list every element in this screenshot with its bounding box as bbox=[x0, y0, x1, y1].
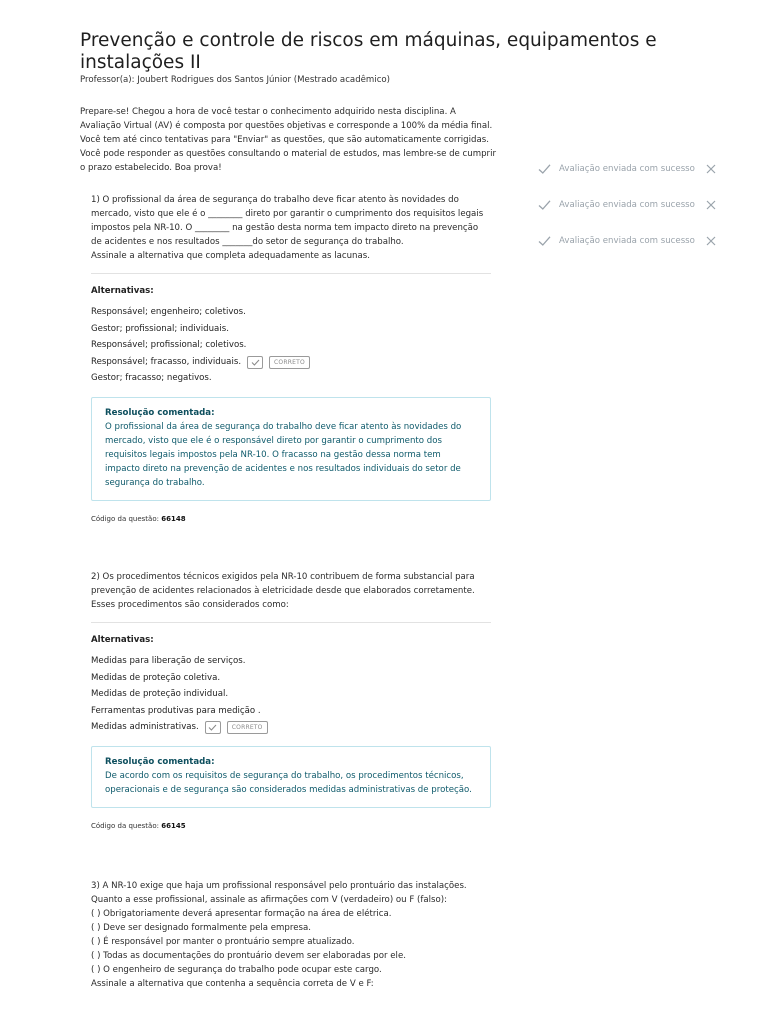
question-line: prevenção de acidentes relacionados à eletricidade desde que elaborados corretamente. bbox=[91, 586, 475, 596]
resolution-title: Resolução comentada: bbox=[105, 756, 215, 767]
question-text bbox=[91, 879, 491, 991]
alternative-option[interactable] bbox=[91, 686, 491, 703]
question-line: ( ) O engenheiro de segurança do trabalho pode ocupar este cargo. bbox=[91, 965, 382, 975]
alternative-label: Responsável; engenheiro; coletivos. bbox=[91, 307, 246, 317]
question-code-label: Código da questão: bbox=[91, 514, 159, 523]
alternative-option[interactable] bbox=[91, 703, 491, 720]
close-icon[interactable] bbox=[706, 236, 716, 246]
question-text bbox=[91, 193, 491, 263]
close-icon[interactable] bbox=[706, 200, 716, 210]
intro-line: Você tem até cinco tentativas para "Enviar" as questões, que são automaticamente corrigidas. bbox=[80, 135, 489, 145]
question-code-label: Código da questão: bbox=[91, 821, 159, 830]
resolution-line: requisitos legais impostos pela NR-10. O fracasso na gestão dessa norma tem bbox=[105, 449, 441, 460]
question-line: ( ) É responsável por manter o prontuário sempre atualizado. bbox=[91, 937, 355, 947]
question-line: Esses procedimentos são considerados como: bbox=[91, 600, 289, 610]
alternative-label: Responsável; profissional; coletivos. bbox=[91, 340, 247, 351]
check-icon bbox=[538, 235, 551, 247]
question-line: 1) O profissional da área de segurança do trabalho deve ficar atento às novidades do bbox=[91, 195, 459, 205]
alternative-label: Medidas de proteção coletiva. bbox=[91, 672, 221, 683]
question-1 bbox=[91, 193, 491, 523]
question-code-value: 66148 bbox=[161, 514, 186, 523]
question-line: 2) Os procedimentos técnicos exigidos pela NR-10 contribuem de forma substancial para bbox=[91, 572, 475, 582]
status-notification bbox=[538, 232, 728, 268]
alternative-option-selected[interactable] bbox=[91, 354, 491, 371]
question-code bbox=[91, 515, 491, 523]
status-text: Avaliação enviada com sucesso bbox=[559, 236, 695, 246]
question-code-value: 66145 bbox=[161, 821, 186, 830]
correct-badge: CORRETO bbox=[269, 356, 310, 369]
resolution-line: segurança do trabalho. bbox=[105, 477, 205, 488]
check-icon bbox=[205, 721, 221, 734]
divider bbox=[91, 622, 491, 623]
alternative-label: Medidas administrativas. bbox=[91, 722, 199, 733]
close-icon[interactable] bbox=[706, 164, 716, 174]
alternative-label: Ferramentas produtivas para medição . bbox=[91, 705, 261, 716]
page-title: Prevenção e controle de riscos em máquinas, equipamentos e instalações II bbox=[80, 30, 657, 73]
divider bbox=[91, 273, 491, 274]
resolution-box bbox=[91, 397, 491, 501]
alternative-label: Medidas para liberação de serviços. bbox=[91, 656, 246, 666]
alternatives-heading: Alternativas: bbox=[91, 635, 154, 645]
intro-line: Avaliação Virtual (AV) é composta por questões objetivas e corresponde a 100% da média final. bbox=[80, 121, 493, 131]
intro-line: o prazo estabelecido. Boa prova! bbox=[80, 163, 222, 173]
question-line: Assinale a alternativa que contenha a sequência correta de V e F: bbox=[91, 979, 374, 989]
resolution-title: Resolução comentada: bbox=[105, 407, 215, 418]
check-icon bbox=[538, 199, 551, 211]
alternative-option[interactable] bbox=[91, 304, 491, 321]
intro-line: Prepare-se! Chegou a hora de você testar o conhecimento adquirido nesta disciplina. A bbox=[80, 107, 456, 117]
resolution-line: mercado, visto que ele é o responsável direto por garantir o cumprimento dos bbox=[105, 435, 442, 446]
status-notification bbox=[538, 196, 728, 232]
intro-text bbox=[80, 105, 505, 175]
alternative-option[interactable] bbox=[91, 370, 491, 387]
alternatives-heading: Alternativas: bbox=[91, 286, 154, 296]
question-code bbox=[91, 822, 491, 830]
question-line: impostos pela NR-10. O ________ na gestão desta norma tem impacto direto na prevenção bbox=[91, 223, 479, 233]
alternative-option[interactable] bbox=[91, 670, 491, 687]
resolution-line: operacionais e de segurança são considerados medidas administrativas de proteção. bbox=[105, 784, 472, 795]
resolution-line: impacto direto na prevenção de acidentes e nos resultados individuais do setor de bbox=[105, 463, 461, 474]
status-notifications bbox=[538, 160, 728, 268]
question-2 bbox=[91, 570, 491, 830]
check-icon bbox=[247, 356, 263, 369]
question-line: de acidentes e nos resultados _______do setor de segurança do trabalho. bbox=[91, 237, 404, 247]
status-text: Avaliação enviada com sucesso bbox=[559, 200, 695, 210]
question-line: ( ) Deve ser designado formalmente pela empresa. bbox=[91, 923, 311, 933]
status-notification bbox=[538, 160, 728, 196]
question-text bbox=[91, 570, 491, 612]
alternative-label: Medidas de proteção individual. bbox=[91, 689, 229, 700]
resolution-box bbox=[91, 746, 491, 808]
alternative-label: Gestor; fracasso; negativos. bbox=[91, 373, 212, 384]
question-line: ( ) Obrigatoriamente deverá apresentar formação na área de elétrica. bbox=[91, 909, 392, 919]
alternative-option[interactable] bbox=[91, 653, 491, 670]
alternatives-list bbox=[91, 304, 491, 387]
alternative-label: Gestor; profissional; individuais. bbox=[91, 323, 229, 334]
alternative-option-selected[interactable] bbox=[91, 719, 491, 736]
alternative-option[interactable] bbox=[91, 321, 491, 338]
check-icon bbox=[538, 163, 551, 175]
alternative-option[interactable] bbox=[91, 337, 491, 354]
resolution-line: De acordo com os requisitos de segurança do trabalho, os procedimentos técnicos, bbox=[105, 770, 464, 781]
professor-name: Professor(a): Joubert Rodrigues dos Santos Júnior (Mestrado acadêmico) bbox=[80, 75, 391, 85]
intro-line: Você pode responder as questões consultando o material de estudos, mas lembre-se de cumprir bbox=[80, 149, 497, 159]
question-line: 3) A NR-10 exige que haja um profissional responsável pelo prontuário das instalações. bbox=[91, 881, 467, 891]
alternative-label: Responsável; fracasso, individuais. bbox=[91, 356, 242, 367]
status-text: Avaliação enviada com sucesso bbox=[559, 164, 695, 174]
question-line: mercado, visto que ele é o ________ direto por garantir o cumprimento dos requisitos legais bbox=[91, 209, 484, 219]
correct-badge: CORRETO bbox=[227, 721, 268, 734]
resolution-line: O profissional da área de segurança do trabalho deve ficar atento às novidades do bbox=[105, 421, 462, 432]
question-line: ( ) Todas as documentações do prontuário devem ser elaboradas por ele. bbox=[91, 951, 406, 961]
alternatives-list bbox=[91, 653, 491, 736]
question-3 bbox=[91, 879, 491, 991]
question-line: Quanto a esse profissional, assinale as afirmações com V (verdadeiro) ou F (falso): bbox=[91, 895, 448, 905]
question-line: Assinale a alternativa que completa adequadamente as lacunas. bbox=[91, 251, 370, 261]
